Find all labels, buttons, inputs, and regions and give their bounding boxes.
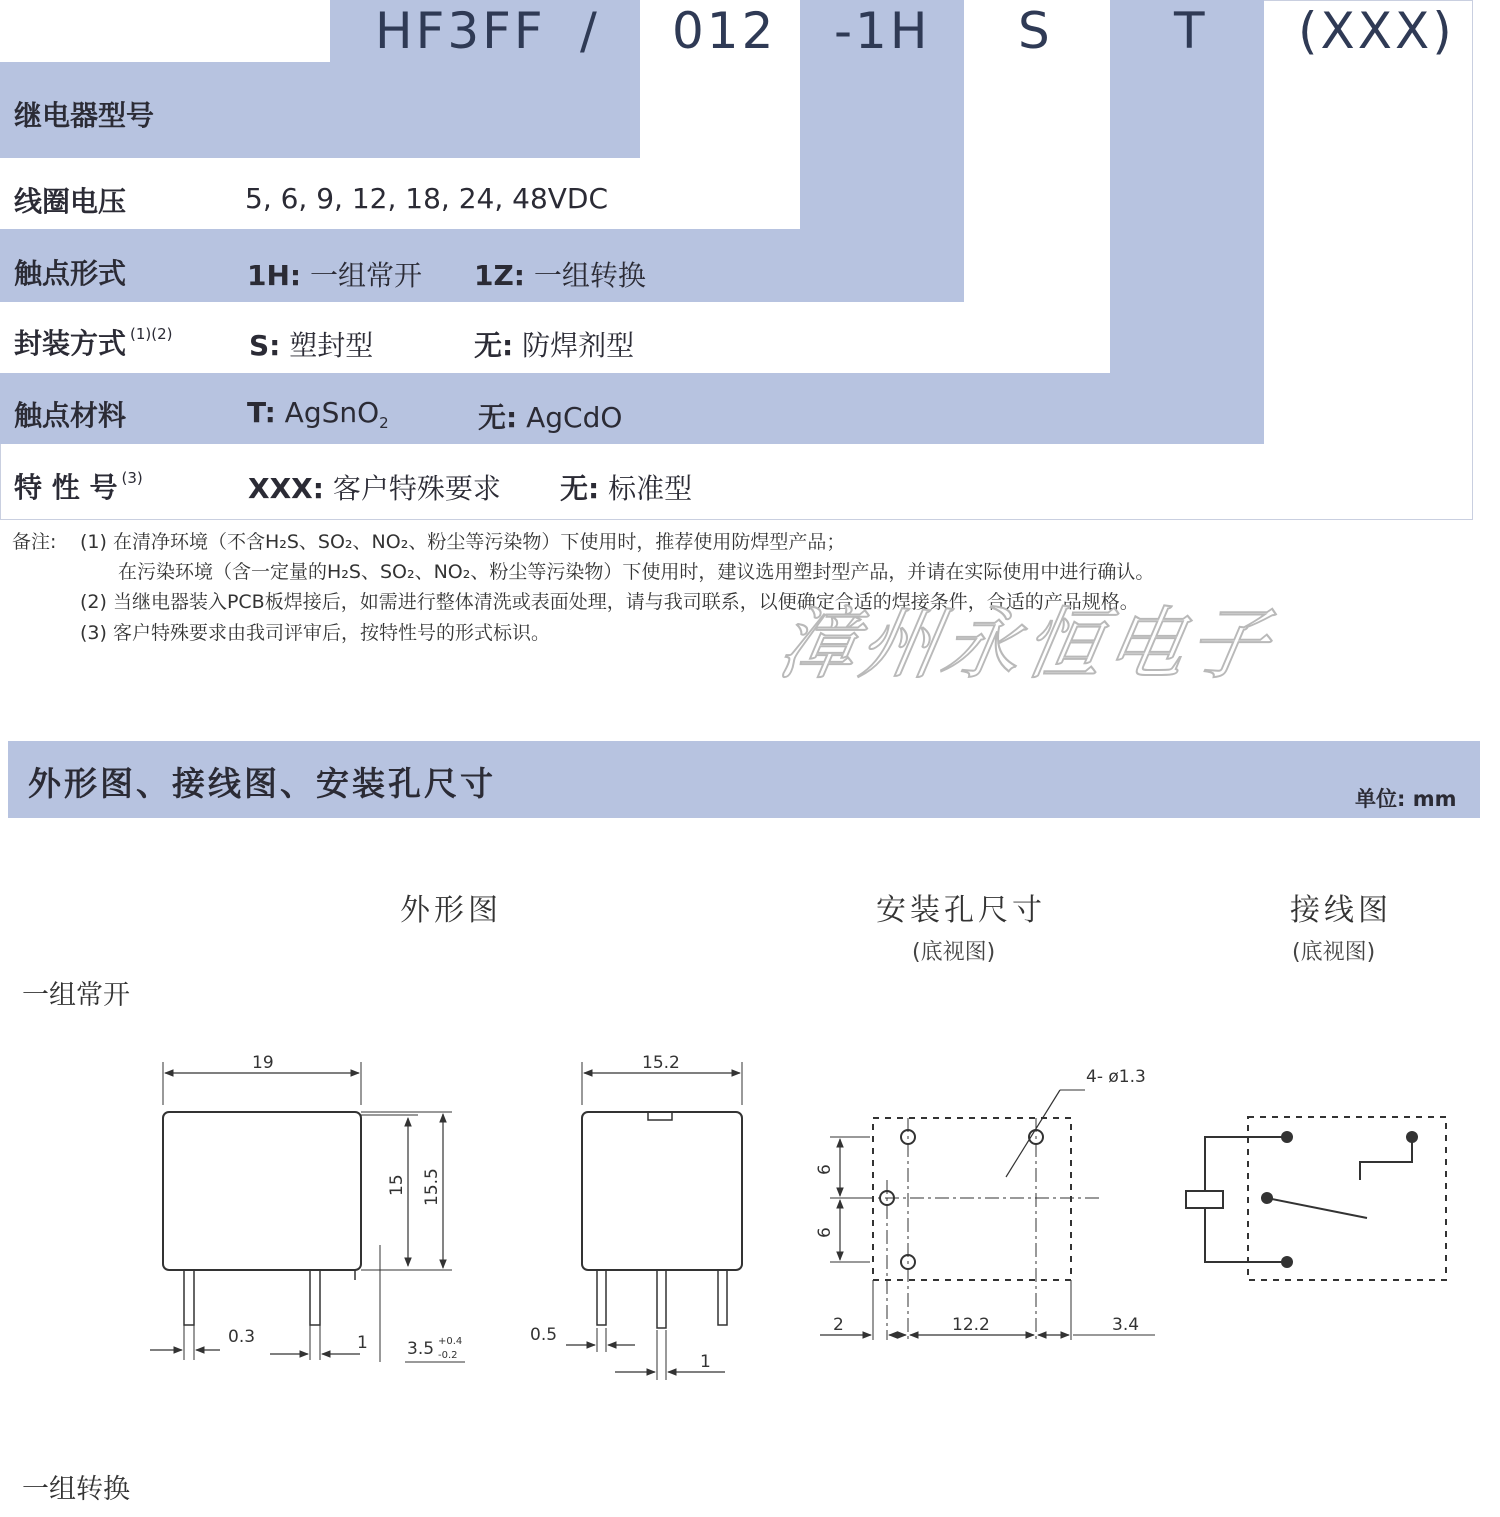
row-label-text: 特 性 号: [14, 471, 118, 504]
dim-hole-v2: 6: [815, 1227, 835, 1238]
front-pin-right: [310, 1270, 320, 1325]
opt-text: 防焊剂型: [522, 329, 635, 362]
opt-key: XXX:: [248, 472, 324, 505]
wiring-outline: [1248, 1117, 1446, 1280]
opt-key: S:: [249, 329, 281, 362]
code-packaging: S: [1018, 2, 1053, 60]
side-pin-left: [597, 1270, 606, 1325]
variant-changeover: 一组转换: [22, 1474, 130, 1505]
unit-label: 单位: mm: [1355, 787, 1457, 811]
dim-pin-tol-plus: +0.4: [438, 1336, 463, 1347]
col-head-outline: 外形图: [400, 893, 502, 928]
opt-key: T:: [247, 396, 276, 429]
col-sub-wiring: (底视图): [1292, 940, 1376, 965]
dim-front-width: 19: [252, 1053, 274, 1073]
code-slash: /: [580, 2, 600, 60]
side-pin-right: [718, 1270, 727, 1325]
note-2: (2) 当继电器装入PCB板焊接后，如需进行整体清洗或表面处理，请与我司联系，以便确定合适的焊接条件，合适的产品规格。: [80, 591, 1139, 613]
front-relay-body: [163, 1112, 361, 1270]
opt-key: 无:: [560, 472, 600, 505]
variant-normally-open: 一组常开: [22, 980, 130, 1011]
side-relay-body: [582, 1112, 742, 1270]
code-voltage: 012: [672, 2, 777, 60]
watermark: 漳州永恒电子: [770, 600, 1279, 690]
opt-key: 无:: [478, 401, 518, 434]
opt-text: 标准型: [608, 472, 693, 505]
note-1b: 在污染环境（含一定量的H₂S、SO₂、NO₂、粉尘等污染物）下使用时，建议选用塑封型产品，并请在实际使用中进行确认。: [118, 561, 1155, 583]
dim-pin-gap: 1: [357, 1333, 368, 1353]
wiring-diagram: [1186, 1117, 1446, 1280]
dim-side-width: 15.2: [642, 1053, 680, 1073]
subscript: 2: [379, 414, 389, 432]
dim-hole-h3: 3.4: [1112, 1315, 1140, 1335]
front-view: [150, 1062, 465, 1362]
code-special: (XXX): [1298, 2, 1455, 60]
mounting-holes: [820, 1090, 1155, 1340]
col-head-holes: 安装孔尺寸: [876, 893, 1046, 928]
opt-text: 一组常开: [310, 259, 423, 292]
front-pin-left: [184, 1270, 194, 1325]
side-view: [566, 1062, 742, 1380]
col-sub-holes: (底视图): [912, 940, 996, 965]
code-model: HF3FF: [375, 2, 546, 60]
wiring-terminals: [1261, 1131, 1418, 1268]
side-pin-mid: [657, 1270, 666, 1328]
opt-key: 1Z:: [474, 259, 525, 292]
dim-side-pin-gap: 1: [700, 1352, 711, 1372]
front-view-labels: [228, 1053, 462, 1361]
code-contact-form: -1H: [834, 2, 931, 60]
dim-hole-h2: 12.2: [952, 1315, 990, 1335]
row-label-model: 继电器型号: [14, 99, 155, 132]
row-label-text: 封装方式: [14, 327, 127, 360]
contact-arm: [1267, 1198, 1367, 1218]
terminal-coil-2: [1281, 1256, 1293, 1268]
dim-pin-tol-minus: -0.2: [438, 1350, 458, 1361]
row-label-coil-voltage: 线圈电压: [14, 185, 127, 218]
dim-pin-length: 3.5: [407, 1339, 435, 1359]
footnote-ref: (1)(2): [130, 325, 173, 343]
dim-hole-h1: 2: [833, 1315, 844, 1335]
note-3: (3) 客户特殊要求由我司评审后，按特性号的形式标识。: [80, 622, 550, 644]
row-label-contact-form: 触点形式: [14, 257, 127, 290]
dim-hole-v1: 6: [815, 1164, 835, 1175]
contact-no: [1360, 1137, 1412, 1180]
dim-hole-diameter: 4- ø1.3: [1086, 1067, 1146, 1087]
opt-key: 无:: [474, 329, 514, 362]
side-view-labels: [530, 1053, 711, 1372]
row-label-contact-material: 触点材料: [14, 399, 127, 432]
opt-text: 客户特殊要求: [332, 472, 501, 505]
dim-side-pin-width: 0.5: [530, 1325, 558, 1345]
dim-front-h2: 15.5: [422, 1168, 442, 1206]
opt-text: 一组转换: [533, 259, 646, 292]
coil-symbol: [1186, 1191, 1223, 1208]
coil-lead-bottom: [1205, 1208, 1287, 1262]
coil-lead-top: [1205, 1137, 1287, 1191]
coil-voltage-values: 5, 6, 9, 12, 18, 24, 48VDC: [245, 182, 609, 215]
note-1a: (1) 在清净环境（不含H₂S、SO₂、NO₂、粉尘等污染物）下使用时，推荐使用防焊型产品；: [80, 531, 846, 553]
section-title: 外形图、接线图、安装孔尺寸: [28, 764, 496, 803]
dim-front-h1: 15: [387, 1174, 407, 1196]
terminal-common: [1261, 1192, 1273, 1204]
notes-prefix: 备注:: [12, 531, 57, 553]
terminal-coil-1: [1281, 1131, 1293, 1143]
opt-text: 塑封型: [289, 329, 374, 362]
terminal-no: [1406, 1131, 1418, 1143]
code-material: T: [1174, 2, 1208, 60]
opt-text: AgSnO: [284, 396, 380, 429]
opt-key: 1H:: [247, 259, 302, 292]
mounting-holes-labels: [815, 1067, 1146, 1335]
dim-pin-width: 0.3: [228, 1327, 256, 1347]
opt-text: AgCdO: [526, 401, 623, 434]
col-head-wiring: 接线图: [1290, 893, 1392, 928]
footnote-ref: (3): [121, 469, 143, 487]
